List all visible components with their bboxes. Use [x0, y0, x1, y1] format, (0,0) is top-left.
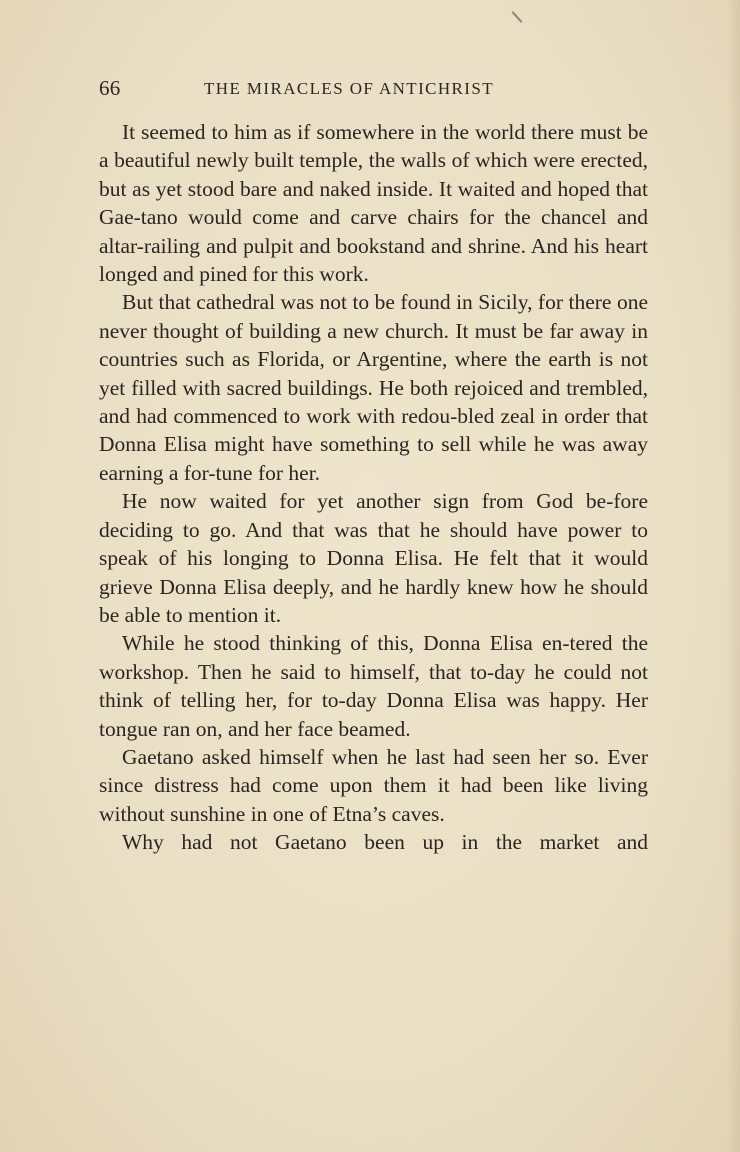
paragraph: While he stood thinking of this, Donna Elisa en-tered the workshop. Then he said to himself, that to-day he could not think of telling her, for to-day Donna Elisa was happy. Her tongue ran on, and her face beamed.: [99, 631, 648, 741]
page-edge-shadow: [726, 0, 740, 1152]
paragraph: Gaetano asked himself when he last had seen her so. Ever since distress had come upon them it had been like living without sunshine in one of Etna’s caves.: [99, 744, 648, 826]
running-head: THE MIRACLES OF ANTICHRIST: [204, 79, 494, 98]
paragraph: But that cathedral was not to be found in Sicily, for there one never thought of building a new church. It must be far away in countries such as Florida, or Argentine, where the earth is not yet filled with sacred buildings. He both rejoiced and trembled, and had commenced to work with redou-bled zeal in order that Donna Elisa might have something to sell while he was away earning a for-tune for her.: [99, 290, 648, 485]
print-mark: [512, 11, 523, 23]
page-header: [99, 76, 648, 104]
paragraph: He now waited for yet another sign from God be-fore deciding to go. And that was that he should have power to speak of his longing to Donna Elisa. He felt that it would grieve Donna Elisa deeply, and he hardly knew how he should be able to mention it.: [99, 489, 648, 627]
paragraph: Why had not Gaetano been up in the market and: [122, 830, 648, 855]
body-text: [99, 118, 648, 857]
page-number: 66: [99, 76, 121, 100]
paragraph: It seemed to him as if somewhere in the world there must be a beautiful newly built temple, the walls of which were erected, but as yet stood bare and naked inside. It waited and hoped that Gae-tano would come and carve chairs for the chancel and altar-railing and pulpit and bookstand and shrine. And his heart longed and pined for this work.: [99, 120, 648, 287]
